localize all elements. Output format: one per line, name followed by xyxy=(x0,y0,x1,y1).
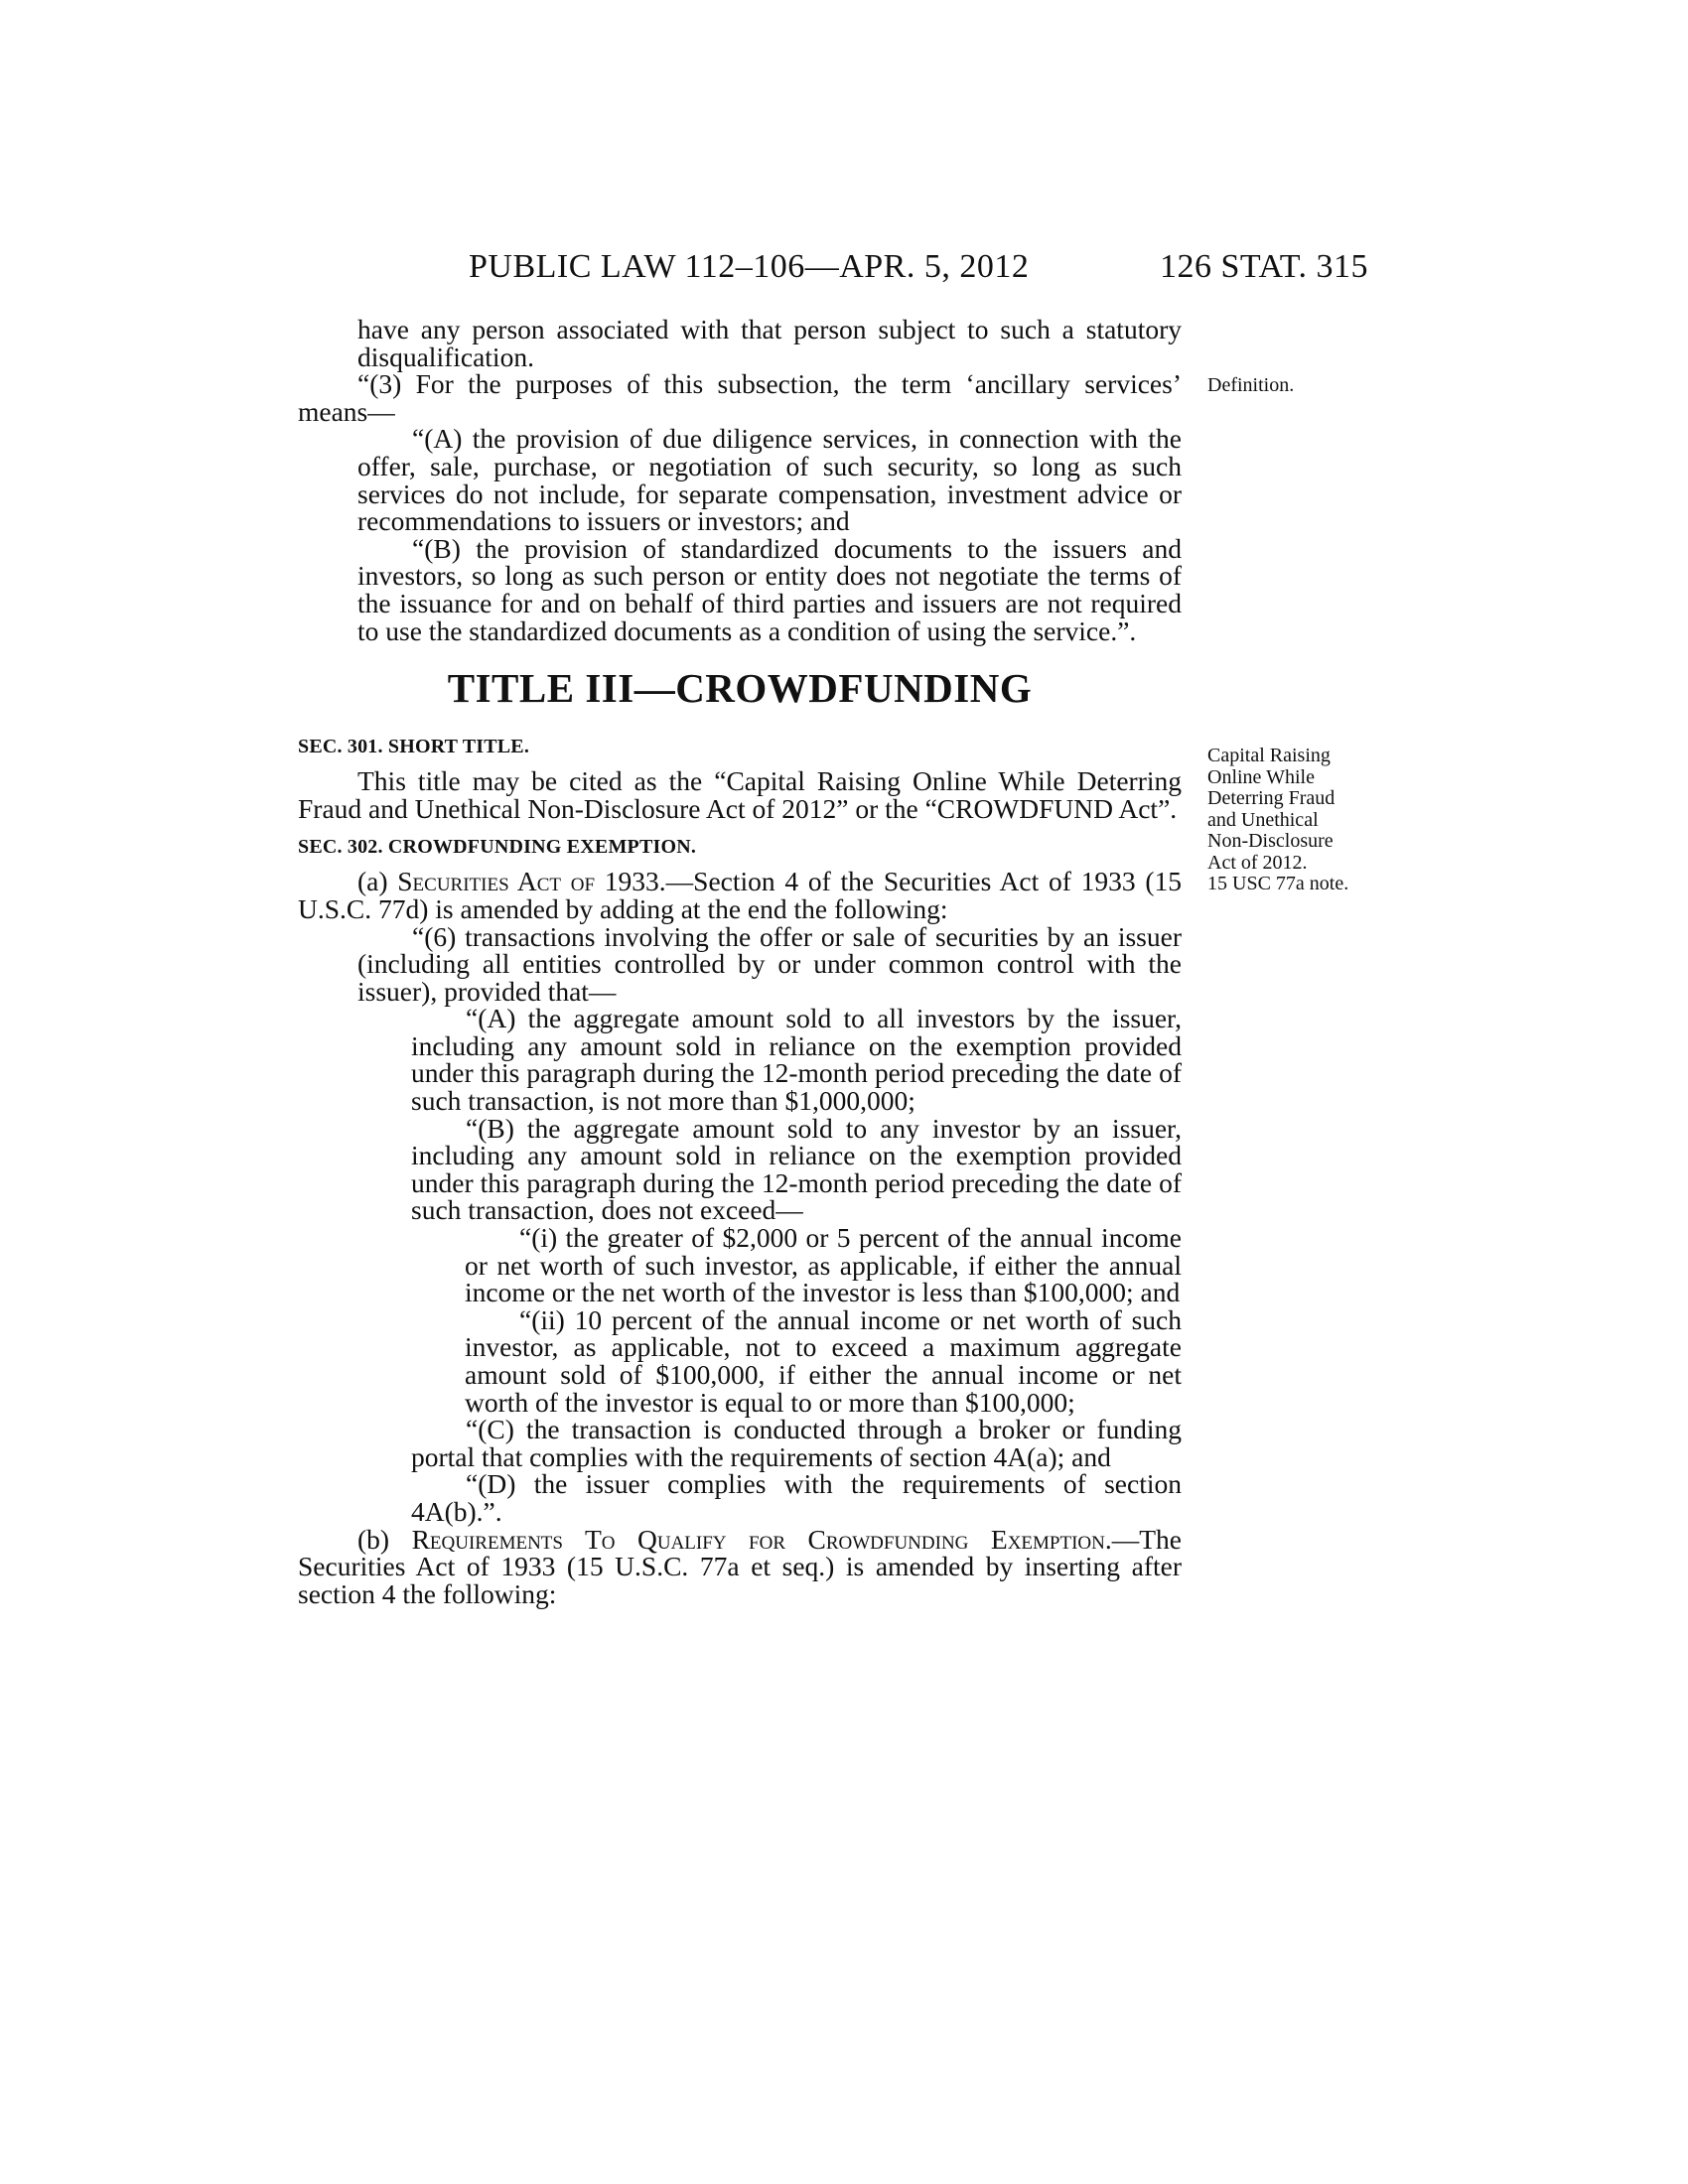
paragraph-6A: “(A) the aggregate amount sold to all investors by the issuer, including any amount sold in reliance on the exemption provided under this paragraph during the 12-month period preceding the date of such transaction, is not more than $1,000,000; xyxy=(411,1003,1182,1117)
subsection-b-label: (b) xyxy=(357,1523,412,1555)
running-header-title: PUBLIC LAW 112–106—APR. 5, 2012 xyxy=(469,248,1030,285)
paragraph-6: “(6) transactions involving the offer or sale of securities by an issuer (including all entities controlled by or under common control with the issuer), provided that— xyxy=(357,920,1182,1007)
paragraph-6C: “(C) the transaction is conducted through a broker or funding portal that complies with the requirements of section 4A(a); and xyxy=(411,1414,1182,1472)
section-301-text: This title may be cited as the “Capital Raising Online While Deterring Fraud and Unethical Non-Disclosure Act of 2012” or the “CROWDFUND Act”. xyxy=(298,765,1182,824)
paragraph-3A: “(A) the provision of due diligence services, in connection with the offer, sale, purchase, or negotiation of such security, so long as such services do not include, for separate compensation, investment advice or recommendations to issuers or investors; and xyxy=(357,423,1182,537)
margin-note-line: and Unethical xyxy=(1207,808,1319,831)
margin-note-line: Deterring Fraud xyxy=(1207,787,1336,809)
running-header-page: 126 STAT. 315 xyxy=(1160,248,1368,285)
subsection-a-caption: Securities Act of 1933 xyxy=(397,866,659,897)
title-heading: TITLE III—CROWDFUNDING xyxy=(447,665,1033,712)
section-301-heading: SEC. 301. SHORT TITLE. xyxy=(298,736,530,758)
margin-note-definition: Definition. xyxy=(1207,374,1295,396)
subsection-b-text: .—The Securities Act of 1933 (15 U.S.C. 77a et seq.) is amended by inserting after section 4 the following: xyxy=(298,1523,1182,1609)
subsection-a xyxy=(298,868,1182,922)
paragraph-6B: “(B) the aggregate amount sold to any investor by an issuer, including any amount sold in reliance on the exemption provided under this paragraph during the 12-month period preceding the date of such transaction, does not exceed— xyxy=(411,1112,1182,1226)
paragraph-continuation: have any person associated with that person subject to such a statutory disqualification. xyxy=(357,314,1182,372)
margin-note-line: Online While xyxy=(1207,765,1315,788)
section-302-heading: SEC. 302. CROWDFUNDING EXEMPTION. xyxy=(298,836,697,859)
clause-ii: “(ii) 10 percent of the annual income or net worth of such investor, as applicable, not to exceed a maximum aggregate amount sold of $100,000, if either the annual income or net worth of the investor is equal to or more than $100,000; xyxy=(465,1303,1182,1418)
document-body xyxy=(298,316,1182,1607)
paragraph-6D: “(D) the issuer complies with the requirements of section 4A(b).”. xyxy=(411,1468,1182,1527)
paragraph-3B: “(B) the provision of standardized documents to the issuers and investors, so long as such person or entity does not negotiate the terms of the issuance for and on behalf of third parties and issuers are not required to use the standardized documents as a condition of using the service.”. xyxy=(357,532,1182,646)
margin-note-line: Capital Raising xyxy=(1207,745,1331,766)
margin-note-line: Act of 2012. xyxy=(1207,851,1308,874)
clause-i: “(i) the greater of $2,000 or 5 percent of the annual income or net worth of such investor, as applicable, if either the annual income or the net worth of the investor is less than $100,000; and xyxy=(465,1222,1182,1308)
paragraph-3: “(3) For the purposes of this subsection, the term ‘ancillary services’ means— xyxy=(298,368,1182,427)
subsection-a-text: .—Section 4 of the Securities Act of 1933 (15 U.S.C. 77d) is amended by adding at the end the following: xyxy=(298,866,1183,924)
subsection-b-caption: Requirements To Qualify for Crowdfunding Exemption xyxy=(411,1523,1105,1555)
subsection-b xyxy=(298,1523,1182,1609)
margin-note-line: 15 USC 77a note. xyxy=(1207,873,1349,894)
margin-note-line: Non-Disclosure xyxy=(1207,830,1334,852)
subsection-a-label: (a) xyxy=(357,866,398,897)
margin-note-title xyxy=(1207,746,1386,895)
